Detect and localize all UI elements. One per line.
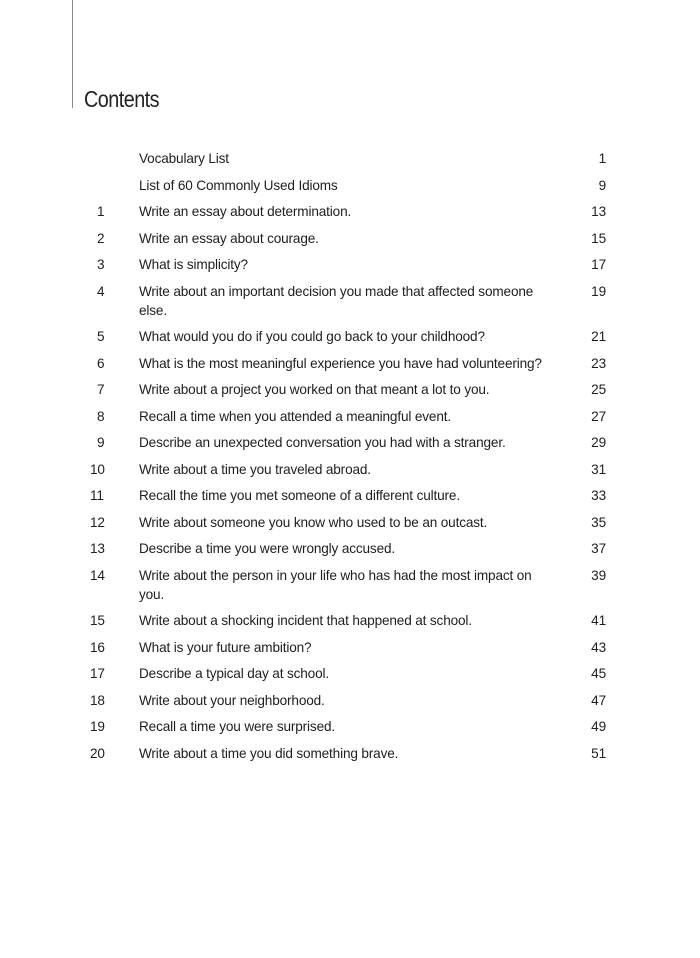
entry-title: Describe a typical day at school. (139, 666, 329, 681)
toc-entry (90, 638, 606, 665)
entry-number: 7 (97, 382, 105, 397)
entry-title: Write about someone you know who used to be an outcast. (139, 514, 488, 530)
toc-entry (90, 354, 606, 381)
entry-page-number: 13 (591, 204, 606, 219)
entry-page-number: 25 (591, 382, 606, 397)
entry-number: 18 (90, 692, 105, 708)
toc-entry (90, 460, 606, 487)
entry-number: 4 (97, 283, 105, 299)
toc-entry (90, 611, 606, 638)
entry-title: What is simplicity? (139, 257, 248, 272)
entry-page-number: 51 (591, 745, 606, 761)
entry-number: 12 (90, 514, 105, 530)
entry-number: 3 (97, 257, 105, 272)
toc-entry (90, 433, 606, 460)
entry-title: What is your future ambition? (139, 639, 312, 655)
entry-page-number: 1 (598, 151, 606, 166)
toc-entry (90, 229, 606, 256)
toc-entry (90, 691, 606, 718)
entry-title: Vocabulary List (139, 151, 229, 166)
entry-page-number: 35 (591, 514, 606, 530)
entry-title: What is the most meaningful experience you have had volunteering? (139, 355, 542, 371)
entry-title: List of 60 Commonly Used Idioms (139, 177, 338, 193)
entry-number: 14 (90, 567, 105, 583)
toc-entry (90, 149, 606, 176)
entry-page-number: 37 (591, 541, 606, 556)
toc-entry (90, 744, 606, 771)
entry-page-number: 45 (591, 666, 606, 681)
entry-title: Recall the time you met someone of a different culture. (139, 488, 460, 503)
margin-rule (72, 0, 73, 108)
entry-number: 16 (90, 639, 105, 655)
entry-number: 11 (90, 488, 104, 503)
entry-number: 6 (97, 355, 105, 371)
entry-title: Recall a time when you attended a meaningful event. (139, 408, 452, 424)
entry-page-number: 21 (591, 329, 606, 344)
toc-entry (90, 380, 606, 407)
entry-page-number: 15 (591, 230, 606, 246)
toc-entry (90, 255, 606, 282)
entry-page-number: 17 (591, 257, 606, 272)
entry-number: 8 (97, 408, 105, 424)
entry-page-number: 23 (591, 355, 606, 371)
entry-number: 20 (90, 745, 105, 761)
entry-title: Describe an unexpected conversation you had with a stranger. (139, 435, 506, 450)
entry-number: 2 (97, 230, 105, 246)
toc-entry (90, 566, 606, 612)
entry-number: 9 (97, 435, 105, 450)
entry-page-number: 49 (591, 719, 606, 734)
entry-page-number: 19 (591, 283, 606, 299)
entry-title: Recall a time you were surprised. (139, 719, 336, 734)
entry-title: Write about a time you traveled abroad. (139, 461, 371, 477)
entry-number: 15 (90, 613, 105, 628)
toc-entry (90, 539, 606, 566)
entry-page-number: 39 (591, 567, 606, 583)
entry-title: Write an essay about determination. (139, 204, 352, 219)
toc-entry (90, 327, 606, 354)
entry-number: 13 (90, 541, 105, 556)
entry-page-number: 47 (591, 692, 606, 708)
entry-number: 1 (97, 204, 105, 219)
entry-title: Write about the person in your life who has had the most impact on you. (139, 567, 532, 602)
toc-entry (90, 664, 606, 691)
entry-title: Write about a time you did something brave. (139, 745, 399, 761)
entry-title: Write about a shocking incident that happened at school. (139, 613, 472, 628)
toc-entry (90, 202, 606, 229)
entry-title: Write about your neighborhood. (139, 692, 325, 708)
toc-entry (90, 513, 606, 540)
toc-entry (90, 176, 606, 203)
toc-entry (90, 407, 606, 434)
entry-title: What would you do if you could go back to your childhood? (139, 329, 485, 344)
entry-page-number: 33 (591, 488, 606, 503)
toc-entry (90, 486, 606, 513)
entry-title: Write about an important decision you made that affected someone else. (139, 283, 534, 318)
toc-entry (90, 282, 606, 328)
table-of-contents (90, 149, 606, 770)
toc-entry (90, 717, 606, 744)
entry-number: 17 (90, 666, 105, 681)
entry-number: 5 (97, 329, 105, 344)
entry-page-number: 41 (591, 613, 606, 628)
entry-number: 19 (90, 719, 105, 734)
entry-title: Write an essay about courage. (139, 230, 319, 246)
entry-number: 10 (90, 461, 105, 477)
entry-title: Write about a project you worked on that meant a lot to you. (139, 382, 490, 397)
entry-page-number: 29 (591, 435, 606, 450)
entry-title: Describe a time you were wrongly accused. (139, 541, 396, 556)
entry-page-number: 27 (591, 408, 606, 424)
entry-page-number: 9 (598, 177, 606, 193)
entry-page-number: 43 (591, 639, 606, 655)
page-title: Contents (84, 86, 160, 112)
entry-page-number: 31 (591, 461, 606, 477)
